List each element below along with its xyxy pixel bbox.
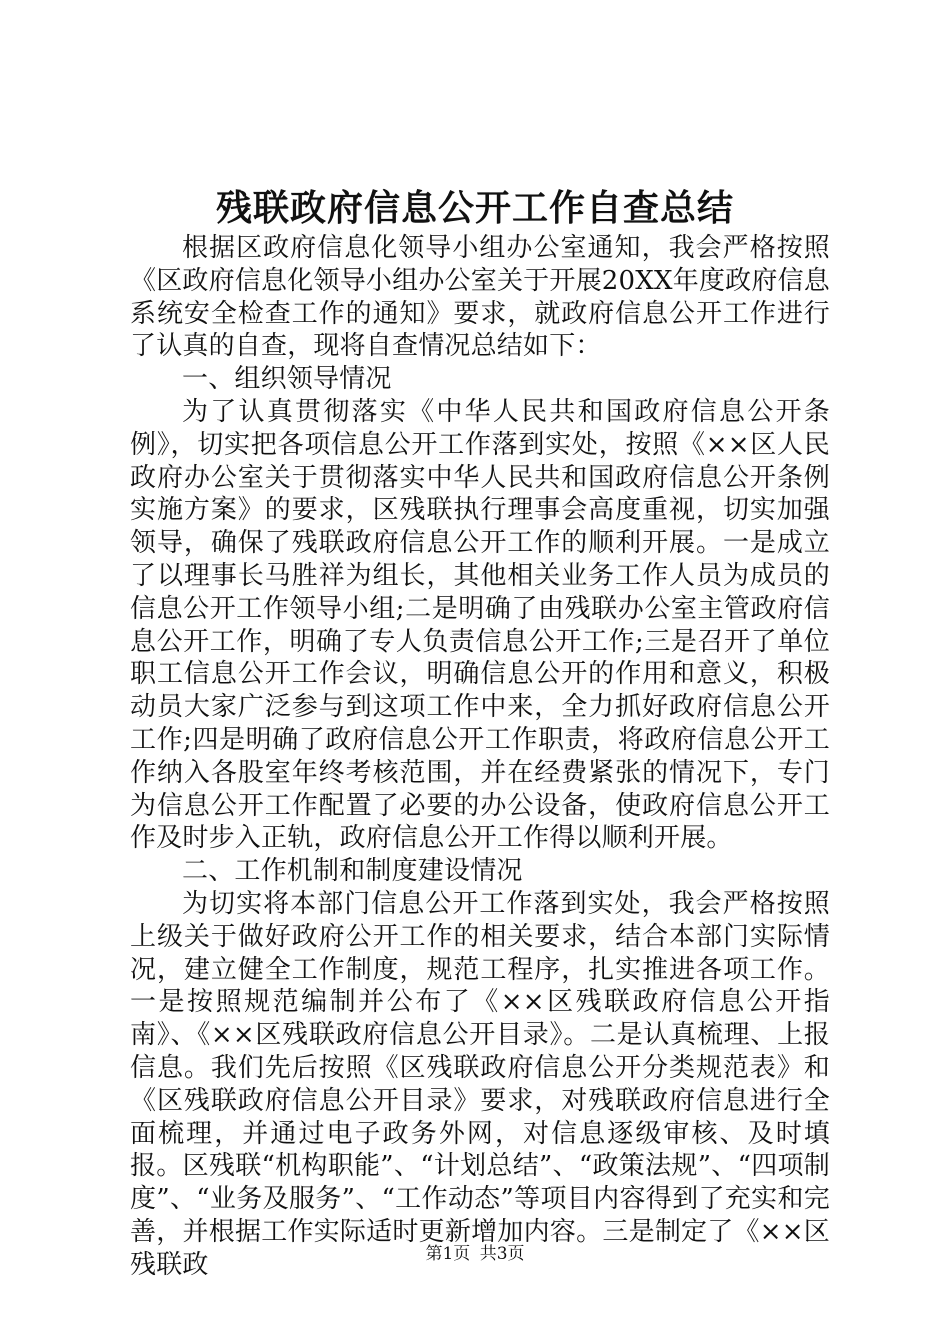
paragraph-section-2: 为切实将本部门信息公开工作落到实处，我会严格按照上级关于做好政府公开工作的相关要求，结合本部门实际情况，建立健全工作制度，规范工程序，扎实推进各项工作。一是按照规范编制并公布了《××区残联政府信息公开指南》、《××区残联政府信息公开目录》。二是认真梳理、上报信息。我们先后按照《区残联政府信息公开分类规范表》和《区残联政府信息公开目录》要求，对残联政府信息进行全面梳理，并通过电子政务外网，对信息逐级审核、及时填报。区残联“机构职能”、“计划总结”、“政策法规”、“四项制度”、“业务及服务”、“工作动态”等项目内容得到了充实和完善，并根据工作实际适时更新增加内容。三是制定了《××区残联政 xyxy=(130,888,830,1280)
section-heading-2: 二、工作机制和制度建设情况 xyxy=(182,856,523,887)
document-body xyxy=(130,232,830,1282)
document-title: 残联政府信息公开工作自查总结 xyxy=(215,188,734,229)
paragraph-intro: 根据区政府信息化领导小组办公室通知，我会严格按照《区政府信息化领导小组办公室关于开展20XX年度政府信息系统安全检查工作的通知》要求，就政府信息公开工作进行了认真的自查，现将自查情况总结如下： xyxy=(130,233,830,362)
section-heading-1: 一、组织领导情况 xyxy=(182,364,392,395)
page-number: 第1页 xyxy=(425,1244,471,1264)
paragraph-section-1: 为了认真贯彻落实《中华人民共和国政府信息公开条例》，切实把各项信息公开工作落到实处，按照《××区人民政府办公室关于贯彻落实中华人民共和国政府信息公开条例实施方案》的要求，区残联执行理事会高度重视，切实加强领导，确保了残联政府信息公开工作的顺利开展。一是成立了以理事长马胜祥为组长，其他相关业务工作人员为成员的信息公开工作领导小组;二是明确了由残联办公室主管政府信息公开工作，明确了专人负责信息公开工作;三是召开了单位职工信息公开工作会议，明确信息公开的作用和意义，积极动员大家广泛参与到这项工作中来，全力抓好政府信息公开工作;四是明确了政府信息公开工作职责，将政府信息公开工作纳入各股室年终考核范围，并在经费紧张的情况下，专门为信息公开工作配置了必要的办公设备，使政府信息公开工作及时步入正轨，政府信息公开工作得以顺利开展。 xyxy=(130,396,830,854)
page-total: 共3页 xyxy=(479,1244,525,1264)
page-footer xyxy=(0,1243,950,1265)
